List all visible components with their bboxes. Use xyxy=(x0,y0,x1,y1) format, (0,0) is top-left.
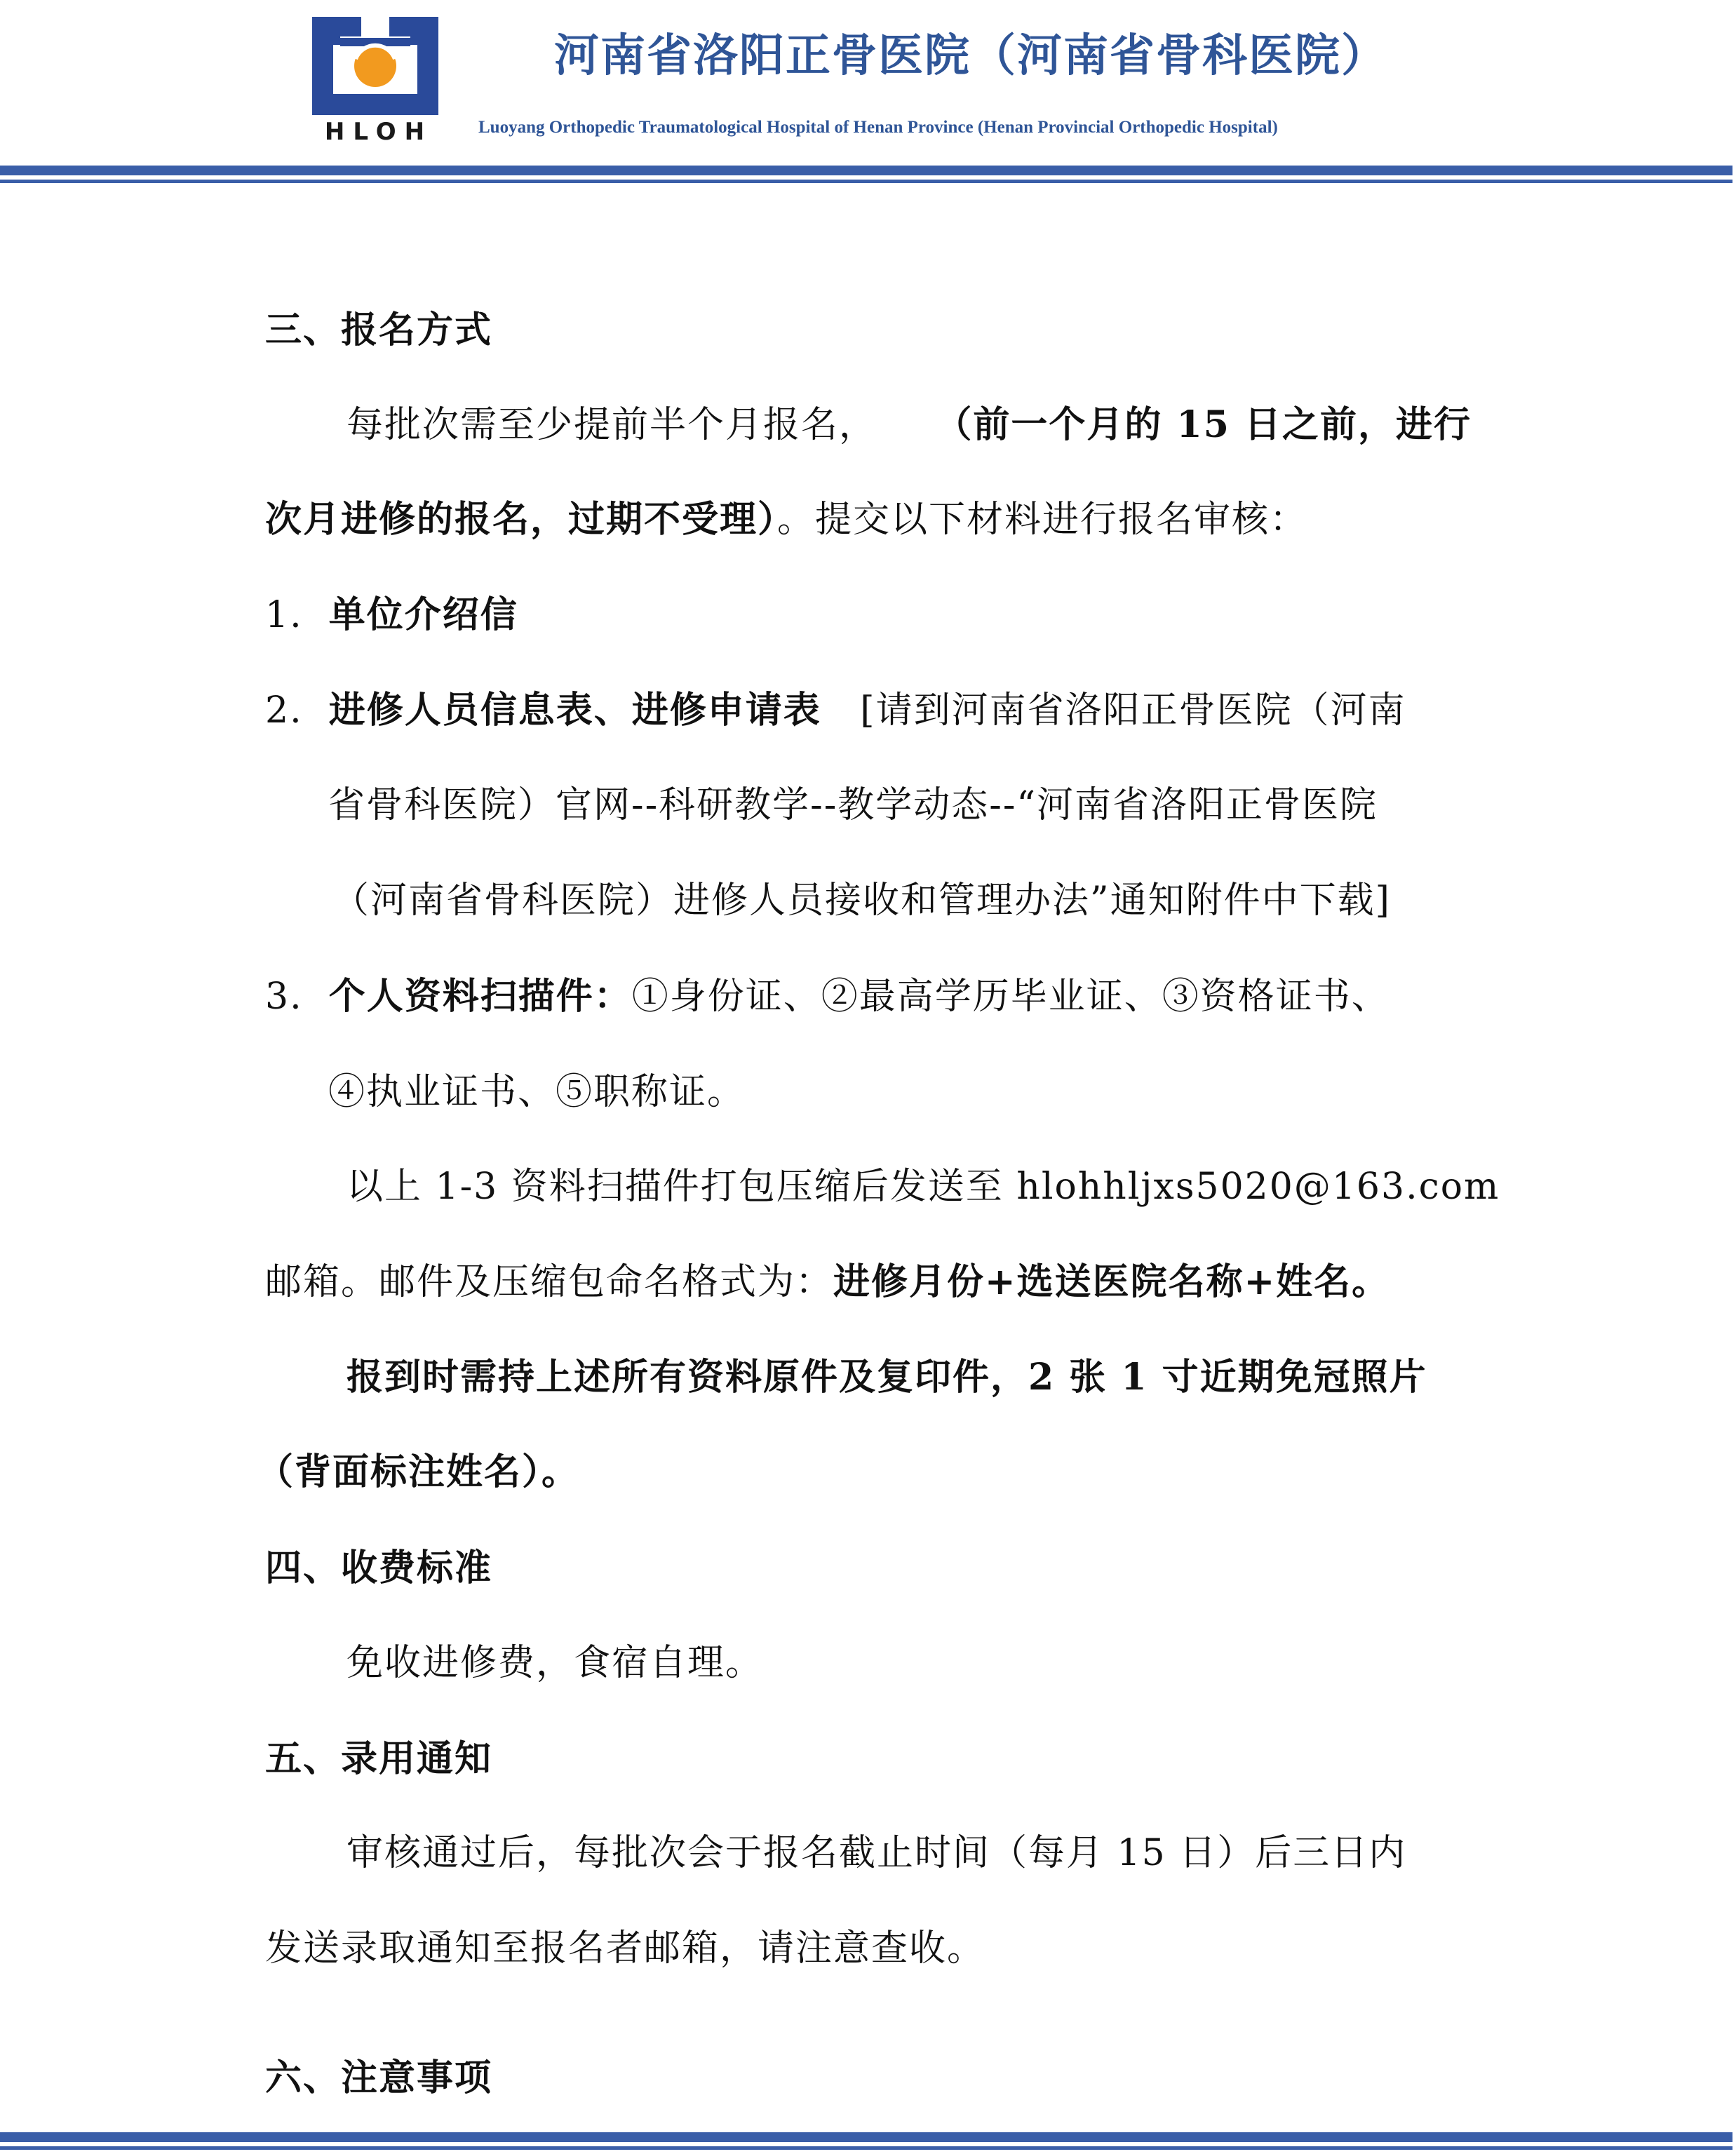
section6-heading: 六、注意事项 xyxy=(265,2057,493,2099)
list-item-text: 单位介绍信 xyxy=(328,593,518,636)
section3-paragraph2-line1: 以上 1-3 资料扫描件打包压缩后发送至 hlohhljxs5020@163.com xyxy=(346,1166,1500,1208)
hospital-name-en: Luoyang Orthopedic Traumatological Hospital of Henan Province (Henan Provincial Orthopedic Hospital) xyxy=(478,118,1278,137)
list-number: 2. xyxy=(265,689,303,732)
section3-paragraph2-line2 xyxy=(265,1258,1390,1307)
section3-paragraph1-line2 xyxy=(265,495,1307,544)
header-divider-thin xyxy=(0,180,1732,183)
p2-bold: 进修月份+选送医院名称+姓名。 xyxy=(833,1260,1390,1303)
footer-divider-thin xyxy=(0,2146,1732,2150)
list-item-1 xyxy=(265,591,518,640)
list-item-3-line2: ④执业证书、⑤职称证。 xyxy=(328,1071,746,1113)
list-item-bold: 进修人员信息表、进修申请表 xyxy=(328,689,821,732)
list-item-2-line3: （河南省骨科医院）进修人员接收和管理办法”通知附件中下载] xyxy=(332,880,1391,922)
list-number: 1. xyxy=(265,594,303,636)
p1-text-cont: 。提交以下材料进行报名审核： xyxy=(777,499,1308,541)
section5-text-line1: 审核通过后，每批次会于报名截止时间（每月 15 日）后三日内 xyxy=(346,1832,1407,1874)
letterhead xyxy=(0,0,1736,182)
section3-paragraph3-line2: （背面标注姓名）。 xyxy=(257,1450,580,1493)
section5-text-line2: 发送录取通知至报名者邮箱，请注意查收。 xyxy=(265,1927,985,1970)
list-number: 3. xyxy=(265,976,303,1018)
p1-bold-cont: 次月进修的报名，过期不受理） xyxy=(265,498,778,541)
section3-paragraph1-line1 xyxy=(265,400,1472,450)
section4-text: 免收进修费，食宿自理。 xyxy=(346,1642,764,1684)
section3-heading: 三、报名方式 xyxy=(265,309,493,351)
list-item-2-line2: 省骨科医院）官网--科研教学--教学动态--“河南省洛阳正骨医院 xyxy=(328,784,1378,826)
list-item-text: [请到河南省洛阳正骨医院（河南 xyxy=(860,689,1406,732)
hospital-name-cn: 河南省洛阳正骨医院（河南省骨科医院） xyxy=(554,29,1387,82)
p1-text: 每批次需至少提前半个月报名， xyxy=(346,404,877,446)
section3-paragraph3-line1: 报到时需持上述所有资料原件及复印件，2 张 1 寸近期免冠照片 xyxy=(346,1356,1427,1399)
p2-text: 邮箱。邮件及压缩包命名格式为： xyxy=(265,1261,834,1303)
hospital-logo-icon xyxy=(312,17,438,115)
section4-heading: 四、收费标准 xyxy=(265,1547,493,1589)
logo-text: HLOH xyxy=(324,118,433,146)
list-item-2 xyxy=(265,686,1406,735)
p1-bold: （前一个月的 15 日之前，进行 xyxy=(935,403,1472,446)
list-item-text: ①身份证、②最高学历毕业证、③资格证书、 xyxy=(631,976,1390,1018)
section5-heading: 五、录用通知 xyxy=(265,1737,493,1780)
list-item-3 xyxy=(265,972,1390,1021)
footer-divider xyxy=(0,2132,1732,2142)
list-item-bold: 个人资料扫描件： xyxy=(328,975,632,1018)
header-divider xyxy=(0,166,1732,175)
